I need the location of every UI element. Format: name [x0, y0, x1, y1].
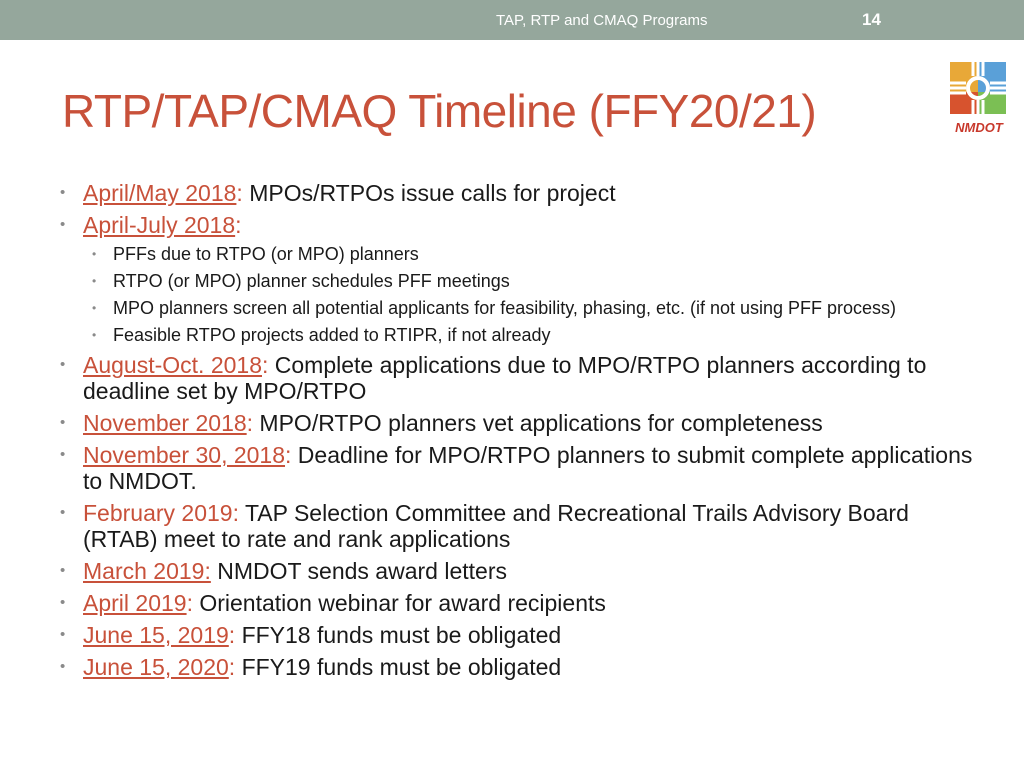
item-text: NMDOT sends award letters	[210, 558, 507, 584]
list-item	[60, 558, 980, 584]
nmdot-logo	[942, 40, 1016, 138]
item-colon: :	[235, 212, 242, 238]
item-date: June 15, 2020	[83, 654, 229, 680]
list-item	[60, 500, 980, 552]
item-date: April 2019	[83, 590, 187, 616]
item-text: Orientation webinar for award recipients	[192, 590, 606, 616]
item-date: June 15, 2019	[83, 622, 229, 648]
item-date: August-Oct. 2018	[83, 352, 262, 378]
item-date: March 2019:	[83, 558, 211, 584]
item-date: February 2019	[83, 500, 233, 526]
list-item	[60, 442, 980, 494]
zia-sun-icon	[942, 40, 1016, 120]
list-item	[60, 410, 980, 436]
item-text: MPO/RTPO planners vet applications for completeness	[253, 410, 823, 436]
list-item	[60, 212, 980, 238]
slide-title: RTP/TAP/CMAQ Timeline (FFY20/21)	[62, 85, 817, 137]
page-number: 14	[862, 10, 881, 29]
list-item	[60, 622, 980, 648]
item-colon: :	[236, 180, 243, 206]
item-colon: :	[232, 500, 239, 526]
item-text: Complete applications due to MPO/RTPO planners according to deadline set by MPO/RTPO	[83, 352, 927, 404]
sub-list-item	[92, 244, 980, 265]
item-text: FFY18 funds must be obligated	[235, 622, 562, 648]
list-item	[60, 352, 980, 404]
header-title: TAP, RTP and CMAQ Programs	[496, 12, 708, 29]
list-item	[60, 590, 980, 616]
item-colon: :	[228, 654, 236, 680]
sub-list-item	[92, 298, 980, 319]
item-colon: :	[228, 622, 236, 648]
item-colon: :	[285, 442, 292, 468]
sub-item-text: RTPO (or MPO) planner schedules PFF meetings	[113, 271, 510, 291]
timeline-list	[60, 180, 980, 686]
list-item	[60, 180, 980, 206]
item-text: MPOs/RTPOs issue calls for project	[242, 180, 616, 206]
list-item	[60, 654, 980, 680]
header-bar	[0, 0, 1024, 40]
item-date: April-July 2018	[83, 212, 236, 238]
item-date: November 2018	[83, 410, 247, 436]
item-date: April/May 2018	[83, 180, 237, 206]
item-text: Deadline for MPO/RTPO planners to submit complete applications to NMDOT.	[83, 442, 973, 494]
item-colon: :	[262, 352, 269, 378]
sub-item-text: Feasible RTPO projects added to RTIPR, if not already	[113, 325, 551, 345]
logo-text: NMDOT	[955, 120, 1003, 135]
item-colon: :	[246, 410, 254, 436]
item-colon: :	[186, 590, 193, 616]
item-text: TAP Selection Committee and Recreational Trails Advisory Board (RTAB) meet to rate and rank applications	[83, 500, 909, 552]
sub-list-item	[92, 325, 980, 346]
sub-item-text: PFFs due to RTPO (or MPO) planners	[113, 244, 419, 264]
item-text: FFY19 funds must be obligated	[235, 654, 562, 680]
item-date: November 30, 2018	[83, 442, 286, 468]
sub-item-text: MPO planners screen all potential applicants for feasibility, phasing, etc. (if not using PFF process)	[113, 298, 897, 318]
sub-list-item	[92, 271, 980, 292]
